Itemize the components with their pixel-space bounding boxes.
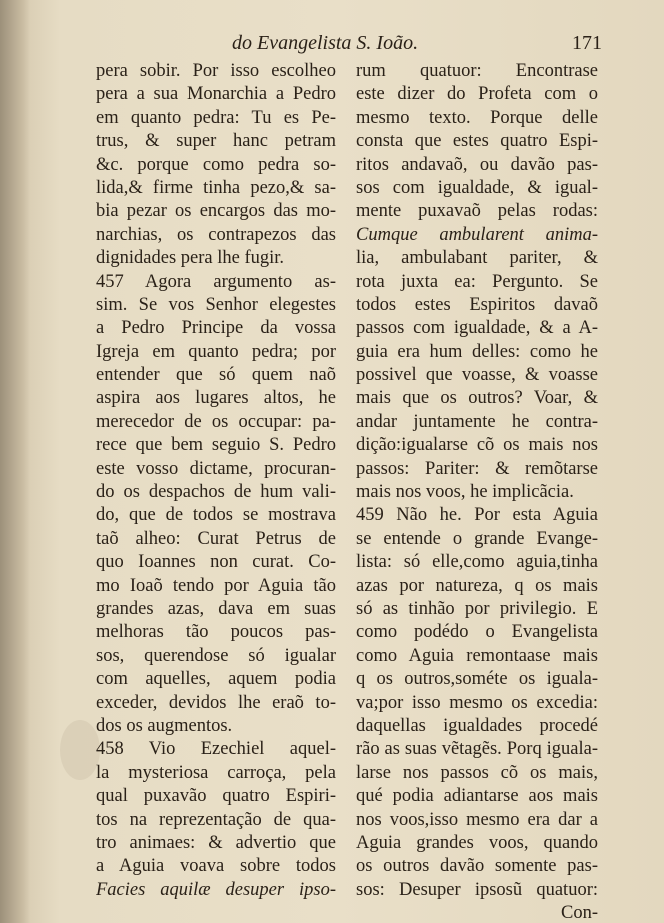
text-line: sos com igualdade, & igual- [356,177,598,198]
text-line: lida,& firme tinha pezo,& sa- [96,177,336,198]
text-line: qué podia adiantarse aos mais [356,786,598,807]
text-line: aspira aos lugares altos, he [96,388,336,409]
text-line: do os despachos de hum vali- [96,482,336,503]
text-line: dignidades pera lhe fugir. [96,248,285,269]
text-line: mesmo texto. Porque delle [356,107,598,128]
text-line: sos: Desuper ipsosũ quatuor: [356,879,598,900]
text-line: consta que estes quatro Espi- [356,131,598,152]
text-line: Facies aquilæ desuper ipso- [96,879,336,900]
text-line: va;por isso mesmo os excedia: [356,692,598,713]
text-line: larse nos passos cõ os mais, [356,762,598,783]
text-line: dos os augmentos. [96,715,233,736]
text-line: mais que os outros? Voar, & [356,388,598,409]
text-line: rota juxta ea: Pergunto. Se [356,271,598,292]
text-line: mo Ioaõ tendo por Aguia tão [96,575,336,596]
text-line: trus, & super hanc petram [96,131,336,152]
text-line: nos voos,isso mesmo era dar a [356,809,598,830]
running-title: do Evangelista S. Ioão. [232,32,419,54]
text-line: pera sobir. Por isso escolheo [96,61,336,81]
text-line: tos na reprezentação de qua- [96,809,336,830]
text-line: quo Ioannes non curat. Co- [96,552,336,573]
text-line: os outros davão somente pas- [356,856,598,877]
text-line: Igreja em quanto pedra; por [96,341,336,362]
text-line: passos com igualdade, & a A- [356,318,598,339]
text-line: azas por natureza, q os mais [356,575,598,596]
text-line: guia era hum delles: como he [356,341,598,362]
text-line: la mysteriosa carroça, pela [96,762,336,783]
text-line: possivel que voasse, & voasse [356,365,598,386]
text-line: narchias, os contrapezos das [96,224,336,245]
text-line: como Aguia remontaase mais [356,645,598,666]
text-line: Cumque ambularent anima- [356,224,598,245]
text-line: com aquelles, aquem podia [96,669,336,690]
text-line: rum quatuor: Encontrase [356,61,598,81]
text-line: como podédo o Evangelista [356,622,598,643]
text-line: qual puxavão quatro Espiri- [96,786,336,807]
page-gutter [0,0,30,923]
text-line: melhoras tão poucos pas- [96,622,336,643]
text-line: exceder, devidos lhe eraõ to- [96,692,336,713]
text-line: daquellas igualdades procedé [356,715,598,736]
text-line: a Pedro Principe da vossa [96,318,336,339]
text-line: mente puxavaõ pelas rodas: [356,201,598,222]
text-line: passos: Pariter: & remõtarse [356,458,598,479]
text-line: lista: só elle,como aguia,tinha [356,552,598,573]
right-text-column [356,60,598,923]
text-line: sos, querendose só igualar [96,645,336,666]
text-line: sim. Se vos Senhor elegestes [96,294,336,315]
text-line: 458 Vio Ezechiel aquel- [96,739,336,760]
text-line: merecedor de os occupar: pa- [96,411,336,432]
text-line: taõ alheo: Curat Petrus de [96,528,336,549]
text-line: do, que de todos se mostrava [96,505,336,526]
text-line: andar juntamente he contra- [356,411,598,432]
text-line: a Aguia voava sobre todos [96,856,336,877]
text-line: &c. porque como pedra so- [96,154,336,175]
text-line: rão as suas vẽtagẽs. Porq iguala- [356,739,598,760]
text-line: mais nos voos, he implicãcia. [356,482,574,503]
page-number: 171 [572,32,602,54]
text-line: Con- [561,903,598,923]
text-line: dição:igualarse cõ os mais nos [356,435,598,456]
text-line: q os outros,sométe os iguala- [356,669,598,690]
text-line: em quanto pedra: Tu es Pe- [96,107,336,128]
text-line: lia, ambulabant pariter, & [356,248,598,269]
text-line: ritos andavaõ, ou davão pas- [356,154,598,175]
text-line: entender que só quem naõ [96,365,336,386]
text-line: este vosso dictame, procuran- [96,458,336,479]
text-line: rece que bem seguio S. Pedro [96,435,336,456]
text-line: este dizer do Profeta com o [356,84,598,105]
ink-smudge [60,720,100,780]
text-line: tro animaes: & advertio que [96,832,336,853]
left-text-column [96,60,336,902]
text-line: se entende o grande Evange- [356,528,598,549]
text-line: pera a sua Monarchia a Pedro [96,84,336,105]
text-line: Aguia grandes voos, quando [356,832,598,853]
page-header [232,32,602,58]
text-line: 459 Não he. Por esta Aguia [356,505,598,526]
text-line: bia pezar os encargos das mo- [96,201,336,222]
text-line: grandes azas, dava em suas [96,598,336,619]
text-line: todos estes Espiritos davaõ [356,294,598,315]
text-line: 457 Agora argumento as- [96,271,336,292]
text-line: só as tinhão por privilegio. E [356,598,598,619]
